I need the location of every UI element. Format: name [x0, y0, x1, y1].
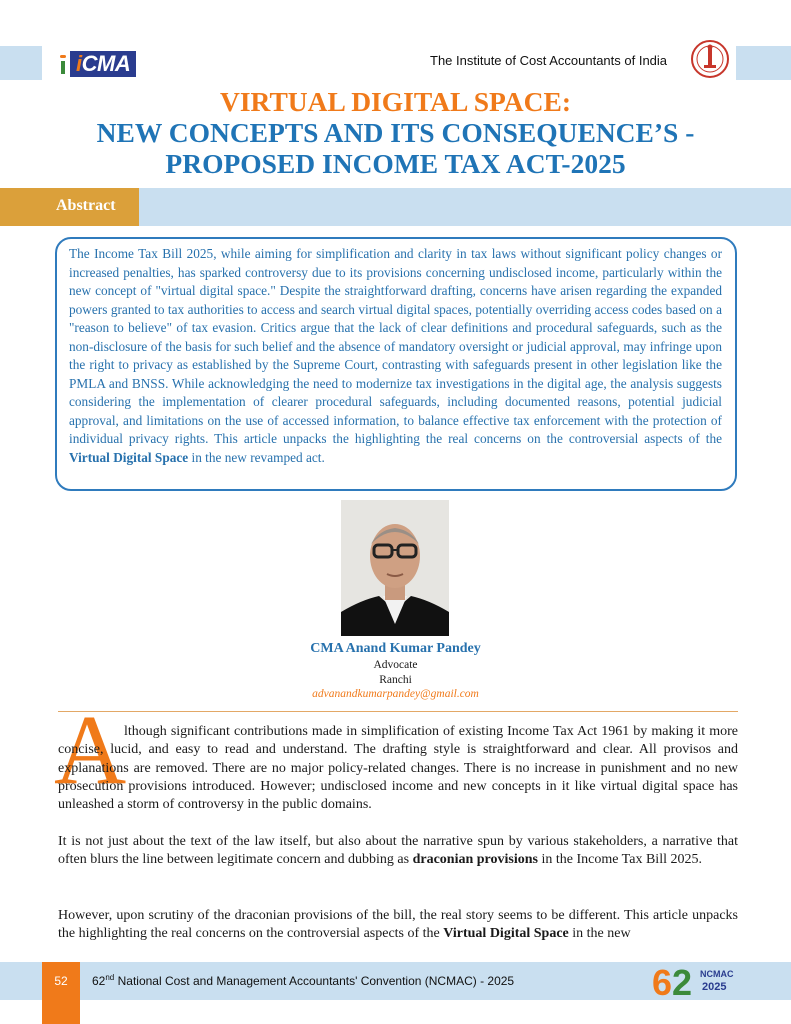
- title-line-3: PROPOSED INCOME TAX ACT-2025: [165, 148, 626, 179]
- title-line-1: VIRTUAL DIGITAL SPACE:: [219, 86, 571, 117]
- author-city: Ranchi: [379, 674, 412, 686]
- institute-emblem-icon: [690, 38, 730, 80]
- bold-phrase: draconian provisions: [412, 852, 538, 868]
- body-paragraph-2: It is not just about the text of the law itself, but also about the narrative spun by various stakeholders, a narrative that often blurs the line between legitimate concern and dubbing as draconian provisions in the Income Tax Bill 2025.: [58, 834, 738, 868]
- ncmac-logo-number: 62: [652, 962, 693, 1003]
- abstract-text: The Income Tax Bill 2025, while aiming for simplification and clarity in tax laws without significant policy changes or increased penalties, has sparked controversy due to its provisions concerning undisclosed income, particularly within the new concept of "virtual digital space." Despite the straightforward drafting, concerns have arisen regarding the expanded powers granted to tax authorities to access and search virtual digital spaces, potentially overriding access codes based on a "reason to believe" of tax evasion. Critics argue that the lack of clear definitions and procedural safeguards, such as the non-disclosure of the basis for such belief and the absence of mandatory oversight or judicial approval, may infringe upon the right to privacy as established by the Supreme Court, contrasting with safeguards present in other legislation like the PMLA and BNSS. While acknowledging the need to modernize tax investigations in the digital age, the analysis suggests considering the implementation of clearer procedural safeguards, including documented reasons, potential judicial approval, and limitations on the use of accessed information, to balance effective tax enforcement with the protection of individual privacy rights. This article unpacks the highlighting the real concerns on the controversial aspects of the Virtual Digital Space in the new revamped act.: [69, 246, 722, 465]
- author-role: Advocate: [373, 659, 418, 671]
- author-photo: [341, 500, 449, 636]
- abstract-label: Abstract: [56, 197, 116, 214]
- abstract-bold: Virtual Digital Space: [69, 449, 189, 465]
- footer-text: 62nd National Cost and Management Accountants' Convention (NCMAC) - 2025: [92, 973, 515, 988]
- logo-tick-icon: [58, 53, 70, 75]
- title-line-2: NEW CONCEPTS AND ITS CONSEQUENCE’S -: [96, 117, 695, 148]
- ncmac-logo-line-2: 2025: [702, 981, 727, 993]
- ncmac-logo-icon: [650, 962, 734, 1003]
- logo-wordmark: iCMA: [70, 51, 136, 77]
- bold-phrase: Virtual Digital Space: [443, 926, 569, 942]
- author-email-link[interactable]: advanandkumarpandey@gmail.com: [312, 688, 479, 700]
- drop-cap: A: [54, 694, 127, 805]
- logo-i-letter: i: [76, 51, 82, 76]
- section-divider: [58, 711, 738, 712]
- icma-logo: [58, 50, 142, 78]
- article-title: [20, 86, 771, 179]
- author-name: CMA Anand Kumar Pandey: [310, 641, 481, 656]
- body-paragraph-3: However, upon scrutiny of the draconian provisions of the bill, the real story seems to be different. This article unpacks the highlighting the real concerns on the controversial aspects of the Virtual Digital Space in the new: [58, 908, 738, 942]
- body-paragraph-1: lthough significant contributions made in simplification of existing Income Tax Act 1961 by making it more concise, lucid, and easy to read and understand. The drafting style is straightforward and clear. All provisos and explanations are removed. There are no major policy-related changes. There is no increase in punishment and no new prosecution provisions introduced. However; undisclosed income and new concepts in it like virtual digital space has unleashed a storm of controversy in the public domains.: [58, 724, 738, 813]
- page-number: 52: [42, 962, 80, 1024]
- institute-name: The Institute of Cost Accountants of India: [430, 53, 668, 68]
- ncmac-logo-line-1: NCMAC: [700, 969, 734, 979]
